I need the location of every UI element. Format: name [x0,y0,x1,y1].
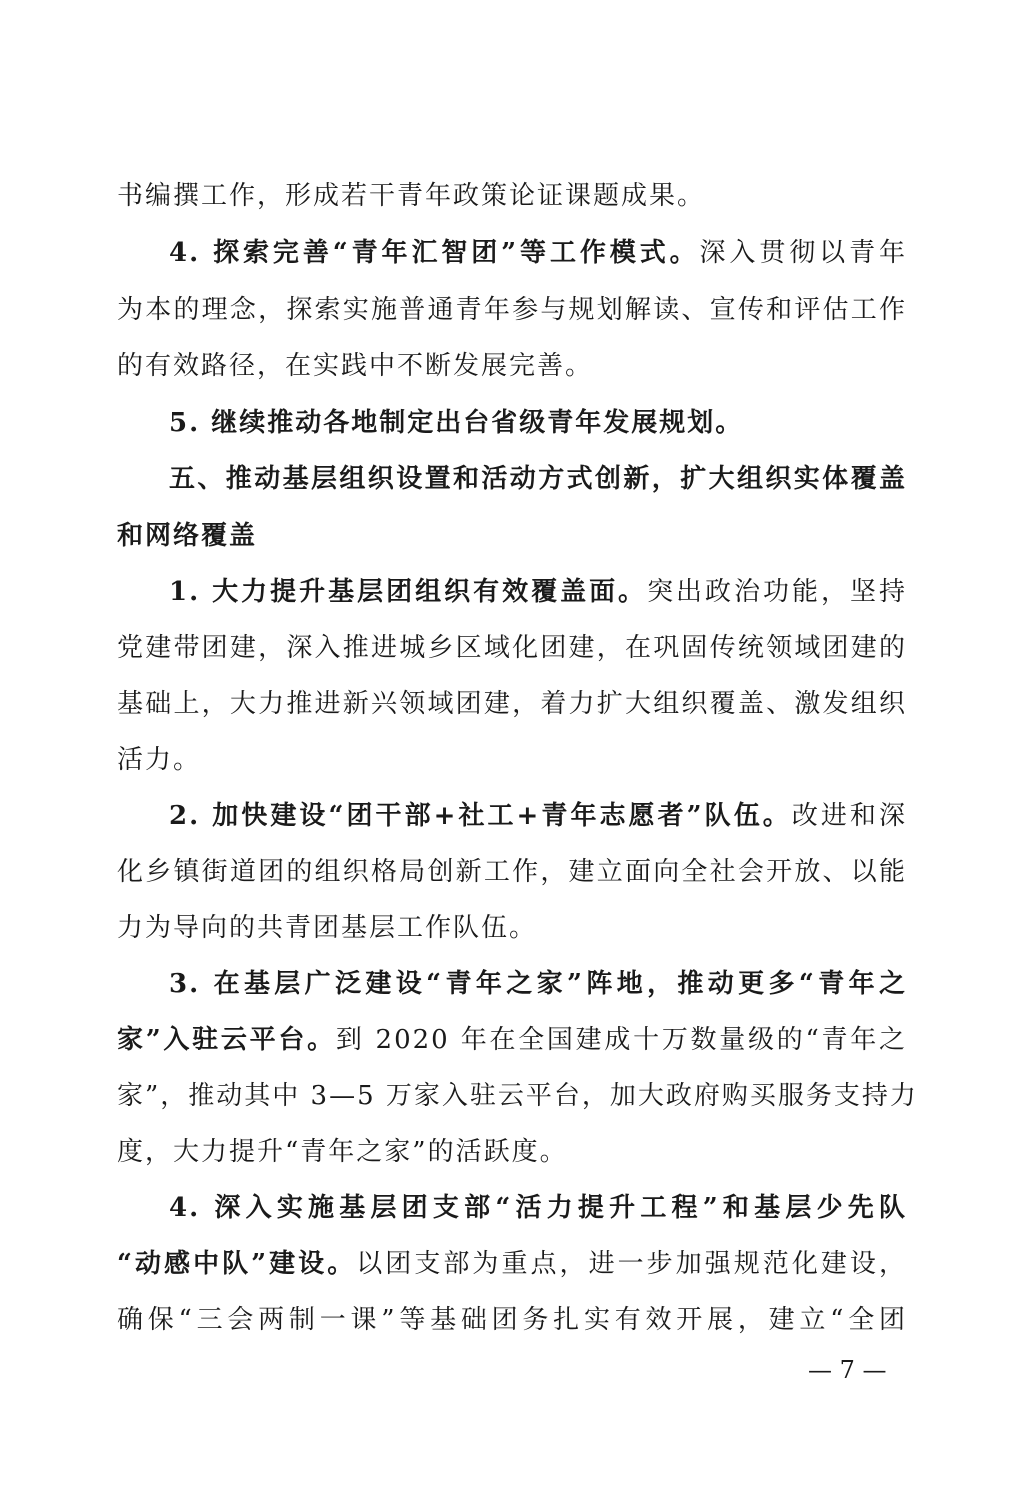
line-text: 深入贯彻以青年 [699,238,907,268]
paragraph-line [117,290,907,330]
line-text: 突出政治功能，坚持 [647,577,907,607]
paragraph-line [117,346,907,386]
paragraph-line [117,1076,918,1116]
line-lead-text: 家”入驻云平台。 [117,1025,336,1055]
line-lead-text: “动感中队”建设。 [117,1249,357,1279]
paragraph-line [117,1300,907,1340]
line-text: 基础上，大力推进新兴领域团建，着力扩大组织覆盖、激发组织 [117,689,907,719]
line-text: 党建带团建，深入推进城乡区域化团建，在巩固传统领域团建的 [117,633,907,663]
line-lead-text: 1. 大力提升基层团组织有效覆盖面。 [169,577,648,607]
line-text: 力为导向的共青团基层工作队伍。 [117,913,538,943]
paragraph-line [117,176,907,216]
line-text: 度，大力提升“青年之家”的活跃度。 [117,1137,568,1167]
line-lead-text: 2. 加快建设“团干部+社工+青年志愿者”队伍。 [169,801,792,831]
line-text: 书编撰工作，形成若干青年政策论证课题成果。 [117,181,706,211]
line-lead-text: 3. 在基层广泛建设“青年之家”阵地，推动更多“青年之 [169,969,907,999]
section-heading-line [169,459,907,499]
paragraph-line [169,233,907,273]
line-text: 5. 继续推动各地制定出台省级青年发展规划。 [169,408,744,438]
line-text: 为本的理念，探索实施普通青年参与规划解读、宣传和评估工作 [117,295,907,325]
section-heading-line [117,516,907,556]
line-text: 确保“三会两制一课”等基础团务扎实有效开展，建立“全团 [117,1305,907,1335]
paragraph-line [169,964,907,1004]
heading-text: 五、推动基层组织设置和活动方式创新，扩大组织实体覆盖 [169,464,907,494]
paragraph-line [117,1132,907,1172]
paragraph-line [169,403,907,443]
paragraph-line [117,628,907,668]
paragraph-line [117,908,907,948]
paragraph-line [169,796,907,836]
line-text: 到 2020 年在全国建成十万数量级的“青年之 [335,1025,907,1055]
line-text: 家”，推动其中 3—5 万家入驻云平台，加大政府购买服务支持力 [117,1081,918,1111]
paragraph-line [117,740,907,780]
line-text: 活力。 [117,745,202,775]
paragraph-line [169,572,907,612]
paragraph-line [117,852,907,892]
line-lead-text: 4. 深入实施基层团支部“活力提升工程”和基层少先队 [169,1193,907,1223]
heading-text: 和网络覆盖 [117,521,258,551]
line-text: 化乡镇街道团的组织格局创新工作，建立面向全社会开放、以能 [117,857,907,887]
line-text: 的有效路径，在实践中不断发展完善。 [117,351,594,381]
line-text: 以团支部为重点，进一步加强规范化建设， [356,1249,907,1279]
paragraph-line [169,1188,907,1228]
line-text: 改进和深 [791,801,907,831]
paragraph-line [117,684,907,724]
line-lead-text: 4. 探索完善“青年汇智团”等工作模式。 [169,238,700,268]
paragraph-line [117,1020,907,1060]
page-number: — 7 — [808,1356,887,1384]
paragraph-line [117,1244,907,1284]
